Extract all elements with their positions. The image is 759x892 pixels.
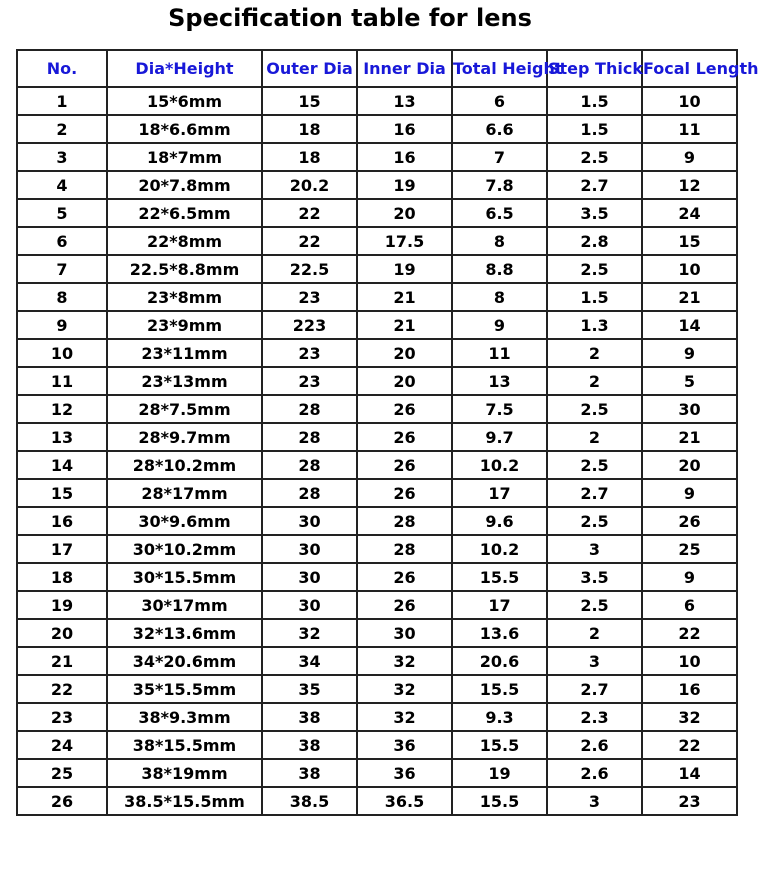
cell-outer-dia: 34 <box>262 647 357 675</box>
cell-step-thick: 2.5 <box>547 255 642 283</box>
cell-inner-dia: 26 <box>357 591 452 619</box>
cell-no: 25 <box>17 759 107 787</box>
cell-outer-dia: 28 <box>262 451 357 479</box>
cell-step-thick: 1.3 <box>547 311 642 339</box>
cell-focal-length: 6 <box>642 591 737 619</box>
cell-focal-length: 21 <box>642 423 737 451</box>
cell-no: 4 <box>17 171 107 199</box>
cell-inner-dia: 26 <box>357 479 452 507</box>
cell-dia-height: 15*6mm <box>107 87 262 115</box>
cell-step-thick: 3 <box>547 535 642 563</box>
cell-dia-height: 38*9.3mm <box>107 703 262 731</box>
cell-outer-dia: 23 <box>262 367 357 395</box>
cell-inner-dia: 21 <box>357 283 452 311</box>
cell-inner-dia: 30 <box>357 619 452 647</box>
cell-no: 20 <box>17 619 107 647</box>
cell-step-thick: 1.5 <box>547 115 642 143</box>
table-body <box>17 87 737 815</box>
cell-dia-height: 18*6.6mm <box>107 115 262 143</box>
cell-no: 8 <box>17 283 107 311</box>
table-row <box>17 591 737 619</box>
header-inner-dia: Inner Dia <box>357 50 452 87</box>
cell-step-thick: 2.3 <box>547 703 642 731</box>
cell-dia-height: 28*17mm <box>107 479 262 507</box>
cell-focal-length: 12 <box>642 171 737 199</box>
cell-outer-dia: 15 <box>262 87 357 115</box>
cell-focal-length: 20 <box>642 451 737 479</box>
cell-outer-dia: 38 <box>262 703 357 731</box>
page-title: Specification table for lens <box>168 4 532 32</box>
cell-no: 21 <box>17 647 107 675</box>
header-total-height: Total Height <box>452 50 547 87</box>
cell-total-height: 6.6 <box>452 115 547 143</box>
cell-outer-dia: 28 <box>262 395 357 423</box>
table-row <box>17 283 737 311</box>
cell-dia-height: 28*9.7mm <box>107 423 262 451</box>
cell-focal-length: 25 <box>642 535 737 563</box>
cell-no: 15 <box>17 479 107 507</box>
table-row <box>17 619 737 647</box>
cell-inner-dia: 21 <box>357 311 452 339</box>
table-row <box>17 563 737 591</box>
cell-no: 16 <box>17 507 107 535</box>
cell-total-height: 15.5 <box>452 731 547 759</box>
cell-step-thick: 2.5 <box>547 395 642 423</box>
cell-inner-dia: 36 <box>357 759 452 787</box>
cell-no: 11 <box>17 367 107 395</box>
cell-step-thick: 2 <box>547 619 642 647</box>
cell-focal-length: 11 <box>642 115 737 143</box>
cell-total-height: 17 <box>452 591 547 619</box>
cell-total-height: 13 <box>452 367 547 395</box>
cell-outer-dia: 30 <box>262 535 357 563</box>
table-row <box>17 115 737 143</box>
cell-outer-dia: 22 <box>262 199 357 227</box>
cell-outer-dia: 22 <box>262 227 357 255</box>
cell-total-height: 20.6 <box>452 647 547 675</box>
cell-focal-length: 30 <box>642 395 737 423</box>
cell-total-height: 7.5 <box>452 395 547 423</box>
cell-step-thick: 2.5 <box>547 143 642 171</box>
table-row <box>17 759 737 787</box>
cell-outer-dia: 20.2 <box>262 171 357 199</box>
cell-focal-length: 9 <box>642 479 737 507</box>
cell-no: 13 <box>17 423 107 451</box>
cell-step-thick: 2.6 <box>547 759 642 787</box>
table-row <box>17 451 737 479</box>
table-row <box>17 647 737 675</box>
cell-inner-dia: 32 <box>357 647 452 675</box>
cell-inner-dia: 17.5 <box>357 227 452 255</box>
cell-total-height: 10.2 <box>452 451 547 479</box>
table-row <box>17 367 737 395</box>
cell-inner-dia: 36 <box>357 731 452 759</box>
cell-dia-height: 22.5*8.8mm <box>107 255 262 283</box>
header-outer-dia: Outer Dia <box>262 50 357 87</box>
cell-dia-height: 34*20.6mm <box>107 647 262 675</box>
cell-inner-dia: 32 <box>357 703 452 731</box>
cell-dia-height: 30*15.5mm <box>107 563 262 591</box>
cell-outer-dia: 32 <box>262 619 357 647</box>
cell-dia-height: 30*10.2mm <box>107 535 262 563</box>
cell-inner-dia: 36.5 <box>357 787 452 815</box>
cell-focal-length: 16 <box>642 675 737 703</box>
cell-total-height: 17 <box>452 479 547 507</box>
table-row <box>17 423 737 451</box>
cell-outer-dia: 38 <box>262 759 357 787</box>
cell-total-height: 15.5 <box>452 675 547 703</box>
cell-outer-dia: 38 <box>262 731 357 759</box>
cell-inner-dia: 26 <box>357 395 452 423</box>
cell-focal-length: 10 <box>642 255 737 283</box>
header-dia-height: Dia*Height <box>107 50 262 87</box>
cell-dia-height: 23*9mm <box>107 311 262 339</box>
header-step-thick: Step Thick <box>547 50 642 87</box>
cell-total-height: 6 <box>452 87 547 115</box>
cell-inner-dia: 19 <box>357 255 452 283</box>
table-row <box>17 171 737 199</box>
cell-step-thick: 3 <box>547 647 642 675</box>
cell-dia-height: 38.5*15.5mm <box>107 787 262 815</box>
cell-total-height: 19 <box>452 759 547 787</box>
cell-inner-dia: 16 <box>357 115 452 143</box>
cell-total-height: 8 <box>452 283 547 311</box>
cell-step-thick: 2.6 <box>547 731 642 759</box>
cell-outer-dia: 30 <box>262 507 357 535</box>
cell-focal-length: 21 <box>642 283 737 311</box>
cell-focal-length: 10 <box>642 87 737 115</box>
cell-step-thick: 2 <box>547 423 642 451</box>
cell-no: 7 <box>17 255 107 283</box>
cell-outer-dia: 223 <box>262 311 357 339</box>
cell-dia-height: 22*8mm <box>107 227 262 255</box>
table-row <box>17 87 737 115</box>
cell-outer-dia: 28 <box>262 479 357 507</box>
cell-dia-height: 22*6.5mm <box>107 199 262 227</box>
table-row <box>17 227 737 255</box>
cell-focal-length: 14 <box>642 311 737 339</box>
cell-total-height: 8.8 <box>452 255 547 283</box>
cell-no: 6 <box>17 227 107 255</box>
cell-dia-height: 38*19mm <box>107 759 262 787</box>
cell-step-thick: 2 <box>547 339 642 367</box>
cell-focal-length: 22 <box>642 731 737 759</box>
cell-outer-dia: 18 <box>262 143 357 171</box>
cell-step-thick: 2.7 <box>547 171 642 199</box>
cell-step-thick: 3 <box>547 787 642 815</box>
cell-focal-length: 9 <box>642 339 737 367</box>
cell-dia-height: 23*13mm <box>107 367 262 395</box>
cell-dia-height: 23*8mm <box>107 283 262 311</box>
cell-focal-length: 24 <box>642 199 737 227</box>
cell-no: 24 <box>17 731 107 759</box>
table-row <box>17 199 737 227</box>
cell-dia-height: 32*13.6mm <box>107 619 262 647</box>
cell-dia-height: 20*7.8mm <box>107 171 262 199</box>
cell-total-height: 7 <box>452 143 547 171</box>
cell-outer-dia: 28 <box>262 423 357 451</box>
cell-dia-height: 28*10.2mm <box>107 451 262 479</box>
cell-no: 2 <box>17 115 107 143</box>
cell-total-height: 15.5 <box>452 563 547 591</box>
table-row <box>17 703 737 731</box>
cell-inner-dia: 32 <box>357 675 452 703</box>
cell-focal-length: 32 <box>642 703 737 731</box>
cell-step-thick: 2.5 <box>547 591 642 619</box>
cell-no: 5 <box>17 199 107 227</box>
table-row <box>17 255 737 283</box>
cell-outer-dia: 35 <box>262 675 357 703</box>
table-row <box>17 535 737 563</box>
cell-no: 22 <box>17 675 107 703</box>
cell-total-height: 15.5 <box>452 787 547 815</box>
cell-dia-height: 23*11mm <box>107 339 262 367</box>
cell-inner-dia: 19 <box>357 171 452 199</box>
cell-outer-dia: 23 <box>262 283 357 311</box>
cell-inner-dia: 13 <box>357 87 452 115</box>
table-row <box>17 507 737 535</box>
cell-step-thick: 1.5 <box>547 87 642 115</box>
cell-no: 26 <box>17 787 107 815</box>
cell-total-height: 13.6 <box>452 619 547 647</box>
cell-total-height: 11 <box>452 339 547 367</box>
table-row <box>17 339 737 367</box>
cell-total-height: 9.3 <box>452 703 547 731</box>
header-focal-length: Focal Length <box>642 50 737 87</box>
cell-dia-height: 30*9.6mm <box>107 507 262 535</box>
cell-step-thick: 3.5 <box>547 563 642 591</box>
cell-no: 19 <box>17 591 107 619</box>
cell-dia-height: 18*7mm <box>107 143 262 171</box>
cell-inner-dia: 26 <box>357 451 452 479</box>
cell-outer-dia: 23 <box>262 339 357 367</box>
cell-total-height: 9.6 <box>452 507 547 535</box>
cell-inner-dia: 26 <box>357 563 452 591</box>
header-row <box>17 50 737 87</box>
cell-outer-dia: 30 <box>262 563 357 591</box>
cell-outer-dia: 18 <box>262 115 357 143</box>
cell-inner-dia: 28 <box>357 535 452 563</box>
cell-step-thick: 2.7 <box>547 479 642 507</box>
cell-inner-dia: 26 <box>357 423 452 451</box>
cell-inner-dia: 20 <box>357 367 452 395</box>
cell-focal-length: 22 <box>642 619 737 647</box>
cell-step-thick: 2 <box>547 367 642 395</box>
table-row <box>17 311 737 339</box>
cell-focal-length: 15 <box>642 227 737 255</box>
cell-total-height: 6.5 <box>452 199 547 227</box>
cell-no: 9 <box>17 311 107 339</box>
cell-no: 17 <box>17 535 107 563</box>
cell-step-thick: 1.5 <box>547 283 642 311</box>
cell-inner-dia: 28 <box>357 507 452 535</box>
cell-dia-height: 30*17mm <box>107 591 262 619</box>
cell-focal-length: 14 <box>642 759 737 787</box>
table-row <box>17 787 737 815</box>
cell-dia-height: 28*7.5mm <box>107 395 262 423</box>
cell-total-height: 9 <box>452 311 547 339</box>
cell-no: 1 <box>17 87 107 115</box>
cell-dia-height: 38*15.5mm <box>107 731 262 759</box>
cell-step-thick: 2.7 <box>547 675 642 703</box>
cell-inner-dia: 20 <box>357 339 452 367</box>
table-row <box>17 479 737 507</box>
cell-no: 23 <box>17 703 107 731</box>
cell-focal-length: 9 <box>642 143 737 171</box>
cell-no: 3 <box>17 143 107 171</box>
cell-focal-length: 9 <box>642 563 737 591</box>
cell-step-thick: 2.5 <box>547 507 642 535</box>
cell-inner-dia: 16 <box>357 143 452 171</box>
cell-total-height: 7.8 <box>452 171 547 199</box>
cell-focal-length: 26 <box>642 507 737 535</box>
cell-outer-dia: 38.5 <box>262 787 357 815</box>
cell-step-thick: 2.5 <box>547 451 642 479</box>
cell-step-thick: 2.8 <box>547 227 642 255</box>
cell-no: 12 <box>17 395 107 423</box>
cell-outer-dia: 22.5 <box>262 255 357 283</box>
cell-focal-length: 10 <box>642 647 737 675</box>
cell-dia-height: 35*15.5mm <box>107 675 262 703</box>
header-no: No. <box>17 50 107 87</box>
cell-no: 18 <box>17 563 107 591</box>
cell-focal-length: 5 <box>642 367 737 395</box>
table-row <box>17 143 737 171</box>
cell-no: 10 <box>17 339 107 367</box>
cell-total-height: 10.2 <box>452 535 547 563</box>
cell-step-thick: 3.5 <box>547 199 642 227</box>
cell-outer-dia: 30 <box>262 591 357 619</box>
cell-no: 14 <box>17 451 107 479</box>
spec-table <box>16 49 759 816</box>
table-row <box>17 675 737 703</box>
cell-inner-dia: 20 <box>357 199 452 227</box>
cell-focal-length: 23 <box>642 787 737 815</box>
cell-total-height: 8 <box>452 227 547 255</box>
table-row <box>17 395 737 423</box>
table-row <box>17 731 737 759</box>
cell-total-height: 9.7 <box>452 423 547 451</box>
